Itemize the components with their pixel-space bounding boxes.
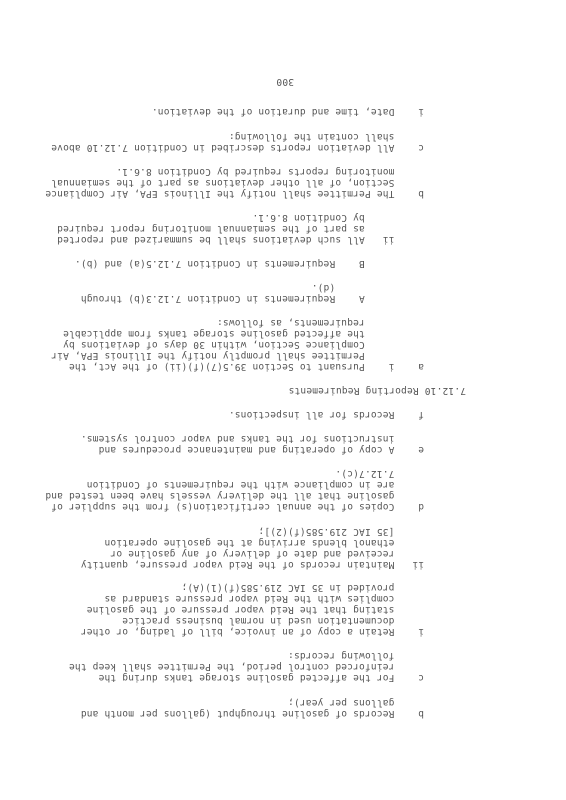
text-line: 7.12.7(c).	[335, 468, 424, 479]
text-line: B Requirements in Condition 7.12.5(a) and (b).	[74, 258, 424, 269]
text-line: Section, of all other deviations as part of the semiannual	[51, 177, 424, 188]
section-heading: 7.12.10 Reporting Requirements	[288, 385, 466, 396]
text-line: i Retain a copy of an invoice, bill of lading, or other	[80, 626, 424, 637]
text-line: f Records for all inspections.	[228, 409, 424, 420]
text-line: by Condition 8.6.1.	[252, 212, 424, 223]
text-line: monitoring reports required by Condition 8.6.1.	[116, 166, 424, 177]
text-line: a i Pursuant to Section 39.5(7)(f)(ii) of the Act, the	[68, 361, 424, 372]
text-line: as part of the semiannual monitoring report required	[56, 223, 424, 234]
text-line: Compliance Section, within 30 days of deviations by	[62, 339, 424, 350]
text-line: are in compliance with the requirements of Condition	[86, 479, 424, 490]
text-line: d Copies of the annual certification(s) from the supplier of	[51, 501, 424, 512]
text-line: Permittee shall promptly notify the Illinois EPA, Air	[51, 350, 424, 361]
text-line: complies with the Reid vapor pressure standard as	[104, 593, 424, 604]
text-line: c For the affected gasoline storage tanks during the	[98, 672, 424, 683]
text-line: documentation used in normal business practice	[122, 615, 424, 626]
text-line: e A copy of operating and maintenance procedures and	[98, 444, 424, 455]
text-line: following records:	[287, 650, 424, 661]
text-line: reinforced control period, the Permittee shall keep the	[68, 661, 424, 672]
text-line: requirements, as follows:	[216, 317, 424, 328]
text-line: b Records of gasoline throughput (gallons per month and	[80, 708, 424, 719]
text-line: gasoline that all the delivery vessels have been tested and	[45, 490, 424, 501]
text-line: [35 IAC 219.585(f)(2)];	[258, 526, 424, 537]
text-line: provided in 35 IAC 219.585(f)(1)(A);	[181, 582, 424, 593]
text-line: c All deviation reports described in Condition 7.12.10 above	[51, 142, 424, 153]
text-line: ii Maintain records of the Reid vapor pressure, quantity	[80, 559, 424, 570]
text-line: stating that the Reid vapor pressure of the gasoline	[86, 604, 424, 615]
text-line: shall contain the following:	[228, 131, 424, 142]
text-line: the affected gasoline storage tanks from applicable	[62, 328, 424, 339]
text-line: ii All such deviations shall be summarized and reported	[56, 234, 424, 245]
page-number: 300	[276, 76, 294, 87]
text-line: b The Permittee shall notify the Illinois EPA, Air Compliance	[45, 188, 424, 199]
text-line: ethanol blends arriving at the gasoline operation	[104, 537, 424, 548]
text-line: A Requirements in Condition 7.12.3(b) through	[80, 293, 424, 304]
text-line: i Date, time and duration of the deviation.	[151, 106, 424, 117]
text-line: instructions for the tanks and vapor control systems.	[80, 433, 424, 444]
text-line: gallons per year);	[287, 697, 424, 708]
text-line: received and date of delivery of any gasoline or	[110, 548, 424, 559]
text-line: (d).	[311, 282, 424, 293]
